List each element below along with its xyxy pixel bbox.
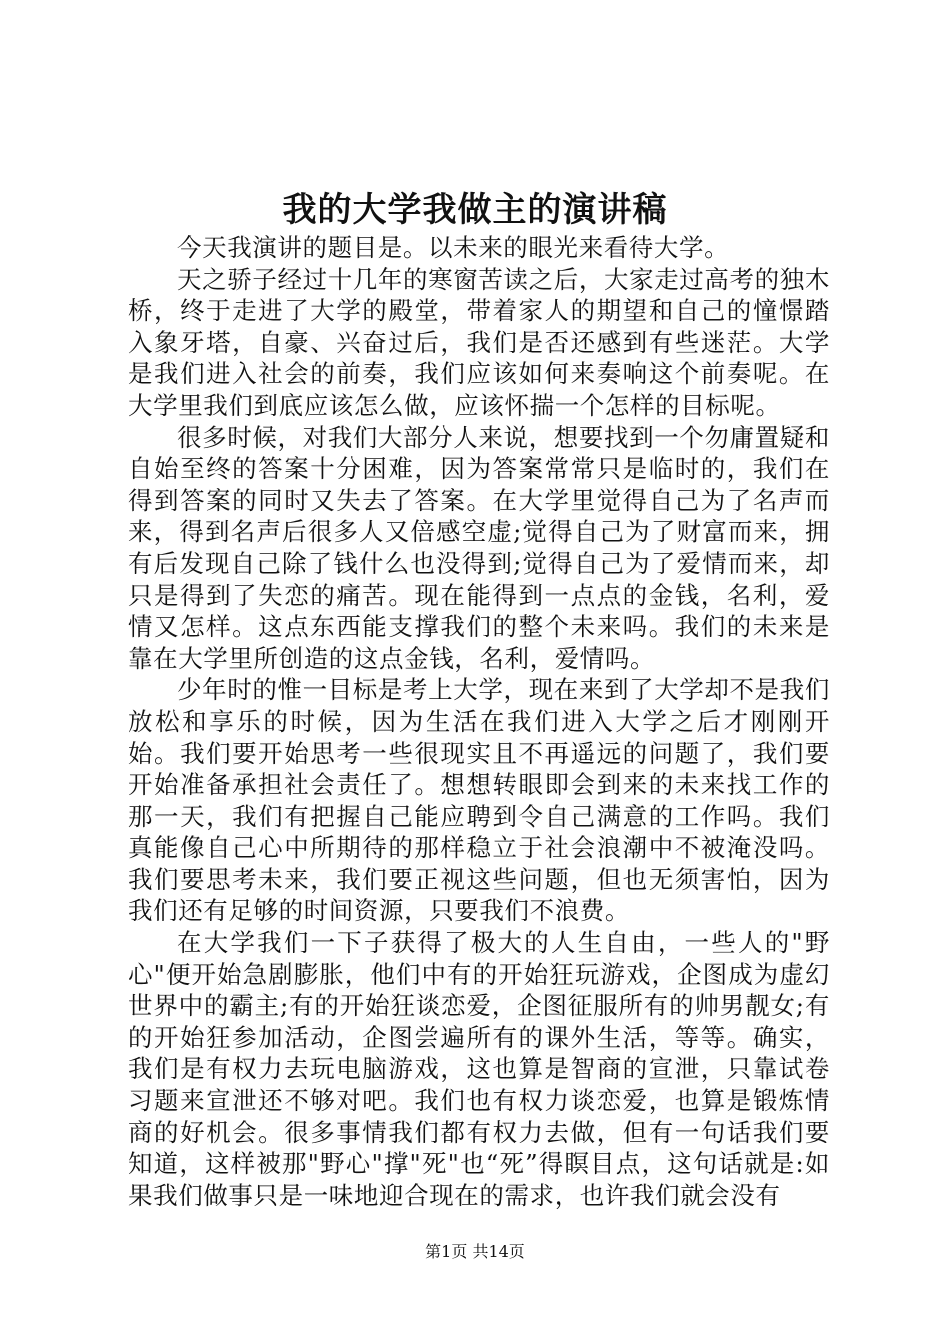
paragraph: 天之骄子经过十几年的寒窗苦读之后，大家走过高考的独木桥，终于走进了大学的殿堂，带着家人的期望和自己的憧憬踏入象牙塔，自豪、兴奋过后，我们是否还感到有些迷茫。大学是我们进入社会的前奏，我们应该如何来奏响这个前奏呢。在大学里我们到底应该怎么做，应该怀揣一个怎样的目标呢。 [128, 264, 830, 420]
paragraph: 在大学我们一下子获得了极大的人生自由，一些人的"野心"便开始急剧膨胀，他们中有的开始狂玩游戏，企图成为虚幻世界中的霸主;有的开始狂谈恋爱，企图征服所有的帅男靓女;有的开始狂参加活动，企图尝遍所有的课外生活，等等。确实，我们是有权力去玩电脑游戏，这也算是智商的宣泄，只靠试卷习题来宣泄还不够对吧。我们也有权力谈恋爱，也算是锻炼情商的好机会。很多事情我们都有权力去做，但有一句话我们要知道，这样被那"野心"撑"死"也“死”得瞑目点，这句话就是:如果我们做事只是一味地迎合现在的需求，也许我们就会没有 [128, 928, 830, 1210]
paragraph: 很多时候，对我们大部分人来说，想要找到一个勿庸置疑和自始至终的答案十分困难，因为答案常常只是临时的，我们在得到答案的同时又失去了答案。在大学里觉得自己为了名声而来，得到名声后很多人又倍感空虚;觉得自己为了财富而来，拥有后发现自己除了钱什么也没得到;觉得自己为了爱情而来，却只是得到了失恋的痛苦。现在能得到一点点的金钱，名利，爱情又怎样。这点东西能支撑我们的整个未来吗。我们的未来是靠在大学里所创造的这点金钱，名利，爱情吗。 [128, 422, 830, 673]
page-number-footer: 第1页 共14页 [425, 1242, 525, 1261]
paragraph: 少年时的惟一目标是考上大学，现在来到了大学却不是我们放松和享乐的时候，因为生活在我们进入大学之后才刚刚开始。我们要开始思考一些很现实且不再遥远的问题了，我们要开始准备承担社会责任了。想想转眼即会到来的未来找工作的那一天，我们有把握自己能应聘到令自己满意的工作吗。我们真能像自己心中所期待的那样稳立于社会浪潮中不被淹没吗。我们要思考未来，我们要正视这些问题，但也无须害怕，因为我们还有足够的时间资源，只要我们不浪费。 [128, 675, 830, 926]
document-body [128, 232, 830, 1211]
document-title: 我的大学我做主的演讲稿 [282, 190, 668, 230]
paragraph: 今天我演讲的题目是。以未来的眼光来看待大学。 [177, 233, 730, 262]
